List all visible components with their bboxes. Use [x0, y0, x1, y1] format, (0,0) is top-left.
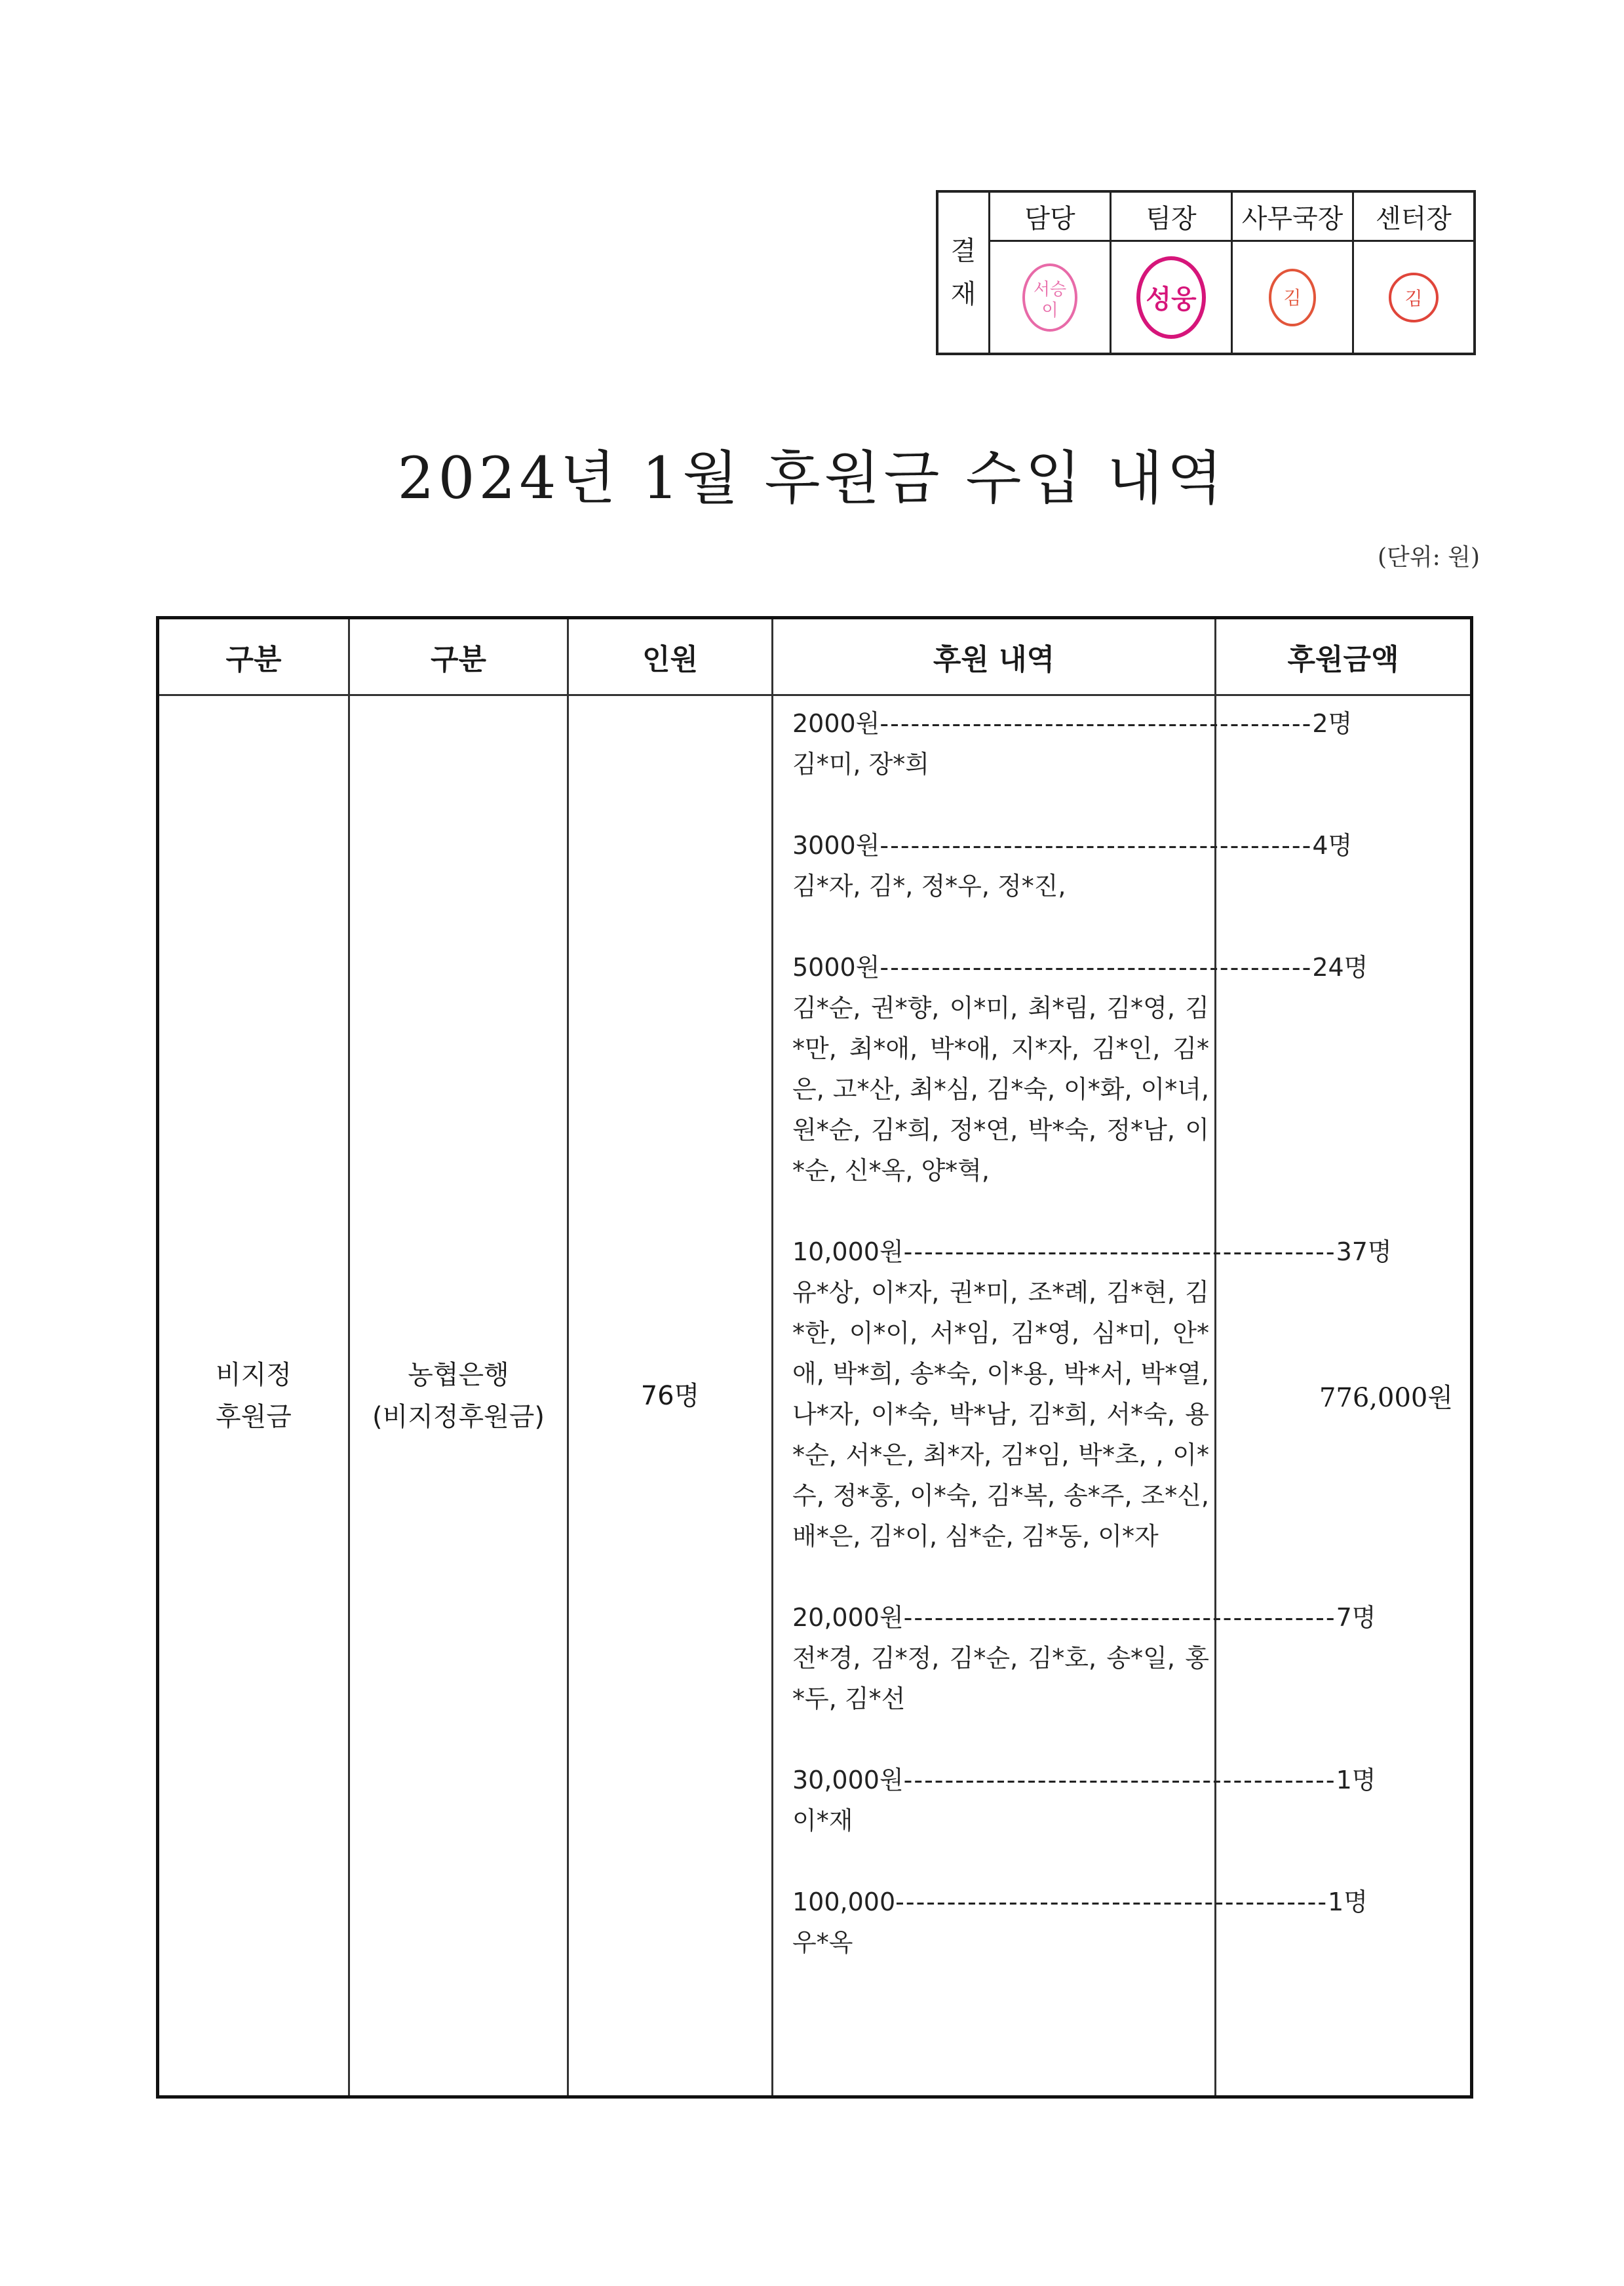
header-amount: 후원금액: [1287, 643, 1399, 676]
page-title: 2024년 1월 후원금 수입 내역: [397, 444, 1227, 512]
group-names: 김*자, 김*, 정*우, 정*진,: [792, 872, 1066, 901]
donation-group: 3000원 ------------------------------------------ 4명 김*자, 김*, 정*우, 정*진,: [792, 825, 1209, 906]
group-names: 우*옥: [792, 1928, 853, 1957]
approval-col-staff: [990, 193, 1112, 353]
approval-col-director: [1354, 193, 1473, 353]
seal-stamp-icon: [1266, 266, 1319, 329]
svg-text:성웅: 성웅: [1146, 284, 1197, 315]
column-divider: [771, 619, 773, 2095]
cell-amount: 776,000원: [1319, 1383, 1453, 1413]
group-amount: 20,000원: [792, 1603, 904, 1632]
approval-box: [936, 190, 1476, 355]
cell-count: 76명: [640, 1380, 700, 1411]
donation-table: [156, 616, 1473, 2099]
cell-category: 비지정 후원금: [216, 1359, 292, 1432]
approval-title: 담당: [990, 193, 1110, 242]
donation-group: 2000원 ------------------------------------------ 2명 김*미, 장*희: [792, 703, 1209, 785]
group-count: 4명: [1312, 831, 1353, 860]
header-details: 후원 내역: [933, 643, 1055, 676]
seal-stamp-icon: [1134, 254, 1208, 341]
approval-label-char: 결: [950, 236, 976, 266]
group-amount: 2000원: [792, 709, 880, 738]
svg-text:이: 이: [1041, 300, 1058, 320]
group-count: 37명: [1336, 1237, 1392, 1266]
approval-stamp-slot: [1354, 242, 1473, 353]
group-amount: 10,000원: [792, 1237, 904, 1266]
group-amount: 30,000원: [792, 1766, 904, 1794]
approval-title: 센터장: [1354, 193, 1473, 242]
group-names: 전*경, 김*정, 김*순, 김*호, 송*일, 홍*두, 김*선: [792, 1644, 1209, 1713]
group-names: 김*순, 권*향, 이*미, 최*림, 김*영, 김*만, 최*애, 박*애, 지*자, 김*인, 김*은, 고*산, 최*심, 김*숙, 이*화, 이*녀, 원*순, 김*희, 정*연, 박*숙, 정*남, 이*순, 신*옥, 양*혁,: [792, 994, 1209, 1185]
svg-text:김: 김: [1404, 287, 1423, 309]
donation-group: 30,000원 ------------------------------------------ 1명 이*재: [792, 1760, 1209, 1841]
seal-stamp-icon: [1386, 269, 1441, 326]
approval-stamp-slot: [1233, 242, 1352, 353]
group-names: 김*미, 장*희: [792, 750, 929, 779]
group-count: 1명: [1328, 1888, 1368, 1916]
approval-stamp-slot: [990, 242, 1110, 353]
donation-group: 5000원 ------------------------------------------ 24명 김*순, 권*향, 이*미, 최*림, 김*영, 김*만, 최*애, 박*애, 지*자, 김*인, 김*은, 고*산, 최*심, 김*숙, 이*화, 이*녀, 원*순, 김*희, 정*연, 박*숙, 정*남, 이*순, 신*옥, 양*혁,: [792, 947, 1209, 1191]
donation-group: 100,000 ------------------------------------------ 1명 우*옥: [792, 1882, 1209, 1963]
approval-stamp-slot: [1112, 242, 1231, 353]
group-count: 1명: [1336, 1766, 1376, 1794]
group-count: 7명: [1336, 1603, 1376, 1632]
seal-stamp-icon: [1020, 261, 1080, 334]
approval-col-secretary-general: [1233, 193, 1354, 353]
group-names: 유*상, 이*자, 권*미, 조*례, 김*현, 김*한, 이*이, 서*임, 김*영, 심*미, 안*애, 박*희, 송*숙, 이*용, 박*서, 박*열, 나*자, 이*숙, 박*남, 김*희, 서*숙, 용*순, 서*은, 최*자, 김*임, 박*초, , 이*수, 정*홍, 이*숙, 김*복, 송*주, 조*신, 배*은, 김*이, 심*순, 김*동, 이*자: [792, 1278, 1209, 1551]
header-subcategory: 구분: [430, 643, 486, 676]
approval-label-char: 재: [950, 279, 976, 309]
group-count: 2명: [1312, 709, 1353, 738]
donation-group: 10,000원 ------------------------------------------ 37명 유*상, 이*자, 권*미, 조*례, 김*현, 김*한, 이*이, 서*임, 김*영, 심*미, 안*애, 박*희, 송*숙, 이*용, 박*서, 박*열, 나*자, 이*숙, 박*남, 김*희, 서*숙, 용*순, 서*은, 최*자, 김*임, 박*초, , 이*수, 정*홍, 이*숙, 김*복, 송*주, 조*신, 배*은, 김*이, 심*순, 김*동, 이*자: [792, 1231, 1209, 1557]
header-count: 인원: [642, 643, 698, 676]
header-category: 구분: [225, 643, 282, 676]
unit-label: (단위: 원): [1378, 544, 1480, 571]
group-names: 이*재: [792, 1806, 853, 1835]
approval-title: 사무국장: [1233, 193, 1352, 242]
group-amount: 5000원: [792, 953, 880, 982]
group-amount: 3000원: [792, 831, 880, 860]
group-amount: 100,000: [792, 1888, 896, 1916]
approval-label: [938, 193, 990, 353]
approval-col-team-lead: [1112, 193, 1233, 353]
donation-group: 20,000원 ------------------------------------------ 7명 전*경, 김*정, 김*순, 김*호, 송*일, 홍*두, 김*선: [792, 1597, 1209, 1719]
svg-text:서승: 서승: [1033, 279, 1067, 300]
group-count: 24명: [1312, 953, 1368, 982]
approval-title: 팀장: [1112, 193, 1231, 242]
cell-subcategory: 농협은행 (비지정후원금): [372, 1359, 545, 1432]
svg-text:김: 김: [1283, 286, 1302, 309]
